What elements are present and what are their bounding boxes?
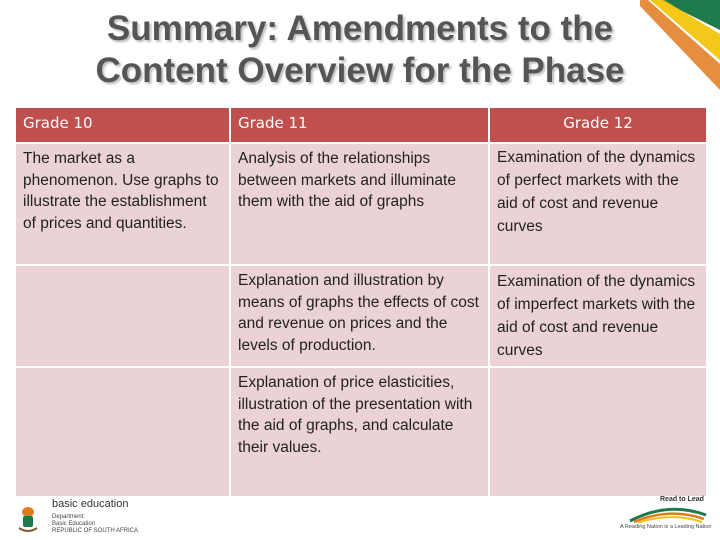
- table-cell: [15, 265, 230, 367]
- table-row: [15, 367, 707, 497]
- header-grade-11: Grade 11: [230, 107, 489, 143]
- read-to-lead-logo: [588, 496, 718, 540]
- table-row: [15, 265, 707, 367]
- dept-line-3: REPUBLIC OF SOUTH AFRICA: [52, 528, 139, 534]
- slide-title: [0, 8, 720, 92]
- table-row: [15, 143, 707, 265]
- table-cell: Analysis of the relationships between markets and illuminate them with the aid of graphs: [230, 143, 489, 265]
- read-to-lead-slogan: A Reading Nation is a Leading Nation: [620, 524, 712, 530]
- table-cell: [489, 367, 707, 497]
- coat-of-arms-logo-icon: [16, 504, 40, 534]
- table-cell: Examination of the dynamics of perfect markets with the aid of cost and revenue curves: [489, 143, 707, 265]
- table-cell: Explanation and illustration by means of graphs the effects of cost and revenue on prices and the levels of production.: [230, 265, 489, 367]
- read-to-lead-title: Read to Lead: [660, 496, 704, 503]
- header-grade-12: Grade 12: [489, 107, 707, 143]
- summary-table: [14, 106, 708, 498]
- dept-line-1: Department:: [52, 514, 86, 520]
- dept-logo: [14, 498, 214, 540]
- title-line-2: Content Overview for the Phase: [95, 51, 625, 90]
- header-grade-10: Grade 10: [15, 107, 230, 143]
- read-to-lead-logo-icon: [628, 505, 708, 523]
- table-cell: Explanation of price elasticities, illustration of the presentation with the aid of graphs, and calculate their values.: [230, 367, 489, 497]
- title-line-1: Summary: Amendments to the: [106, 9, 614, 48]
- dept-line-2: Basic Education: [52, 521, 96, 527]
- dept-name: basic education: [52, 498, 129, 510]
- table-header-row: [15, 107, 707, 143]
- table-cell: Examination of the dynamics of imperfect markets with the aid of cost and revenue curves: [489, 265, 707, 367]
- table-cell: The market as a phenomenon. Use graphs to illustrate the establishment of prices and quantities.: [15, 143, 230, 265]
- table-cell: [15, 367, 230, 497]
